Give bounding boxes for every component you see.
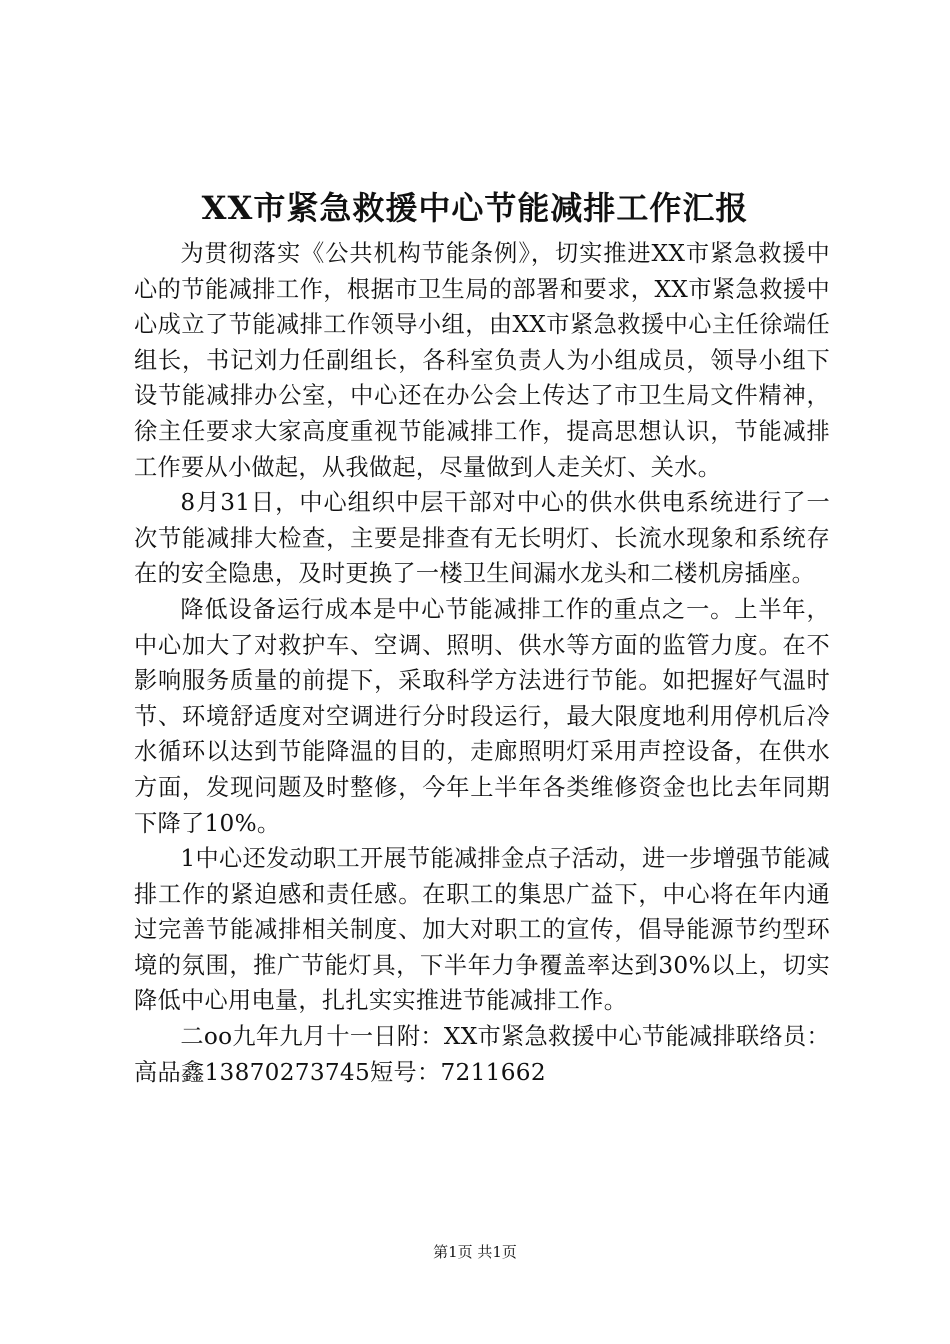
paragraph-5: 二oo九年九月十一日附：XX市紧急救援中心节能减排联络员：高品鑫13870273745短号：7211662 (134, 1023, 830, 1086)
page-footer: 第1页 共1页 (433, 1243, 517, 1261)
document-body (134, 236, 830, 1090)
document-title: XX市紧急救援中心节能减排工作汇报 (201, 189, 749, 227)
paragraph-4: 1中心还发动职工开展节能减排金点子活动，进一步增强节能减排工作的紧迫感和责任感。在职工的集思广益下，中心将在年内通过完善节能减排相关制度、加大对职工的宣传，倡导能源节约型环境的氛围，推广节能灯具，下半年力争覆盖率达到30%以上，切实降低中心用电量，扎扎实实推进节能减排工作。 (134, 845, 830, 1015)
paragraph-2: 8月31日，中心组织中层干部对中心的供水供电系统进行了一次节能减排大检查，主要是排查有无长明灯、长流水现象和系统存在的安全隐患，及时更换了一楼卫生间漏水龙头和二楼机房插座。 (134, 489, 830, 588)
paragraph-1: 为贯彻落实《公共机构节能条例》，切实推进XX市紧急救援中心的节能减排工作，根据市卫生局的部署和要求，XX市紧急救援中心成立了节能减排工作领导小组，由XX市紧急救援中心主任徐端任组长，书记刘力任副组长，各科室负责人为小组成员，领导小组下设节能减排办公室，中心还在办公会上传达了市卫生局文件精神，徐主任要求大家高度重视节能减排工作，提高思想认识，节能减排工作要从小做起，从我做起，尽量做到人走关灯、关水。 (134, 240, 830, 481)
paragraph-3: 降低设备运行成本是中心节能减排工作的重点之一。上半年，中心加大了对救护车、空调、照明、供水等方面的监管力度。在不影响服务质量的前提下，采取科学方法进行节能。如把握好气温时节、环境舒适度对空调进行分时段运行，最大限度地利用停机后冷水循环以达到节能降温的目的，走廊照明灯采用声控设备，在供水方面，发现问题及时整修，今年上半年各类维修资金也比去年同期下降了10%。 (134, 595, 830, 837)
